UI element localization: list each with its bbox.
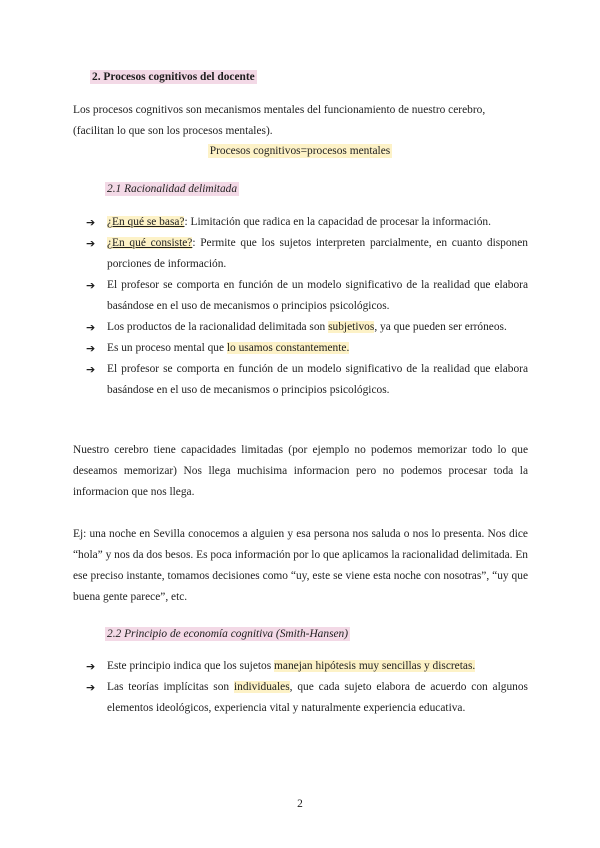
list-item	[86, 359, 528, 401]
bullet-text: El profesor se comporta en función de un modelo significativo de la realidad que elabora basándose en el uso de mecanismos o principios psicológicos.	[107, 279, 528, 312]
bullet-text: Este principio indica que los sujetos	[107, 660, 275, 672]
definition-line	[0, 145, 600, 157]
bullet-text: El profesor se comporta en función de un modelo significativo de la realidad que elabora basándose en el uso de mecanismos o principios psicológicos.	[107, 363, 528, 396]
arrow-right-icon: ➔	[86, 321, 96, 334]
list-item	[86, 317, 528, 338]
arrow-right-icon: ➔	[86, 342, 96, 355]
list-item	[86, 656, 528, 677]
arrow-right-icon: ➔	[86, 279, 96, 292]
arrow-right-icon: ➔	[86, 216, 96, 229]
arrow-right-icon: ➔	[86, 237, 96, 250]
arrow-right-icon: ➔	[86, 363, 96, 376]
bullet-highlight: lo usamos constantemente.	[226, 342, 350, 354]
intro-line-2: (facilitan lo que son los procesos mentales).	[73, 125, 273, 137]
list-item	[86, 275, 528, 317]
list-item	[86, 233, 528, 275]
bullet-question: ¿En qué consiste?	[107, 237, 193, 249]
bullet-text: : Permite que los sujetos interpreten parcialmente, en cuanto disponen porciones de información.	[107, 237, 528, 270]
list-item	[86, 212, 528, 233]
paragraph-example: Ej: una noche en Sevilla conocemos a alguien y esa persona nos saluda o nos lo presenta. Nos dice “hola” y nos da dos besos. Es poca información por lo que aplicamos la racionalidad delimitada. En ese preciso instante, tomamos decisiones como “uy, este se viene esta noche con nosotras”, “uy que buena gente parece”, etc.	[73, 528, 528, 603]
intro-line-1: Los procesos cognitivos son mecanismos mentales del funcionamiento de nuestro cerebro,	[73, 104, 486, 116]
list-item	[86, 677, 528, 719]
bullet-text: , ya que pueden ser erróneos.	[374, 321, 507, 333]
intro-paragraph	[73, 100, 528, 142]
bullet-text: , que cada sujeto elabora de acuerdo con algunos elementos ideológicos, experiencia vital y naturalmente experiencia educativa.	[107, 681, 528, 714]
list-item	[86, 338, 528, 359]
subsection-1-list	[86, 212, 528, 401]
subsection-2-list	[86, 656, 528, 719]
bullet-question: ¿En qué se basa?	[107, 216, 185, 228]
arrow-right-icon: ➔	[86, 681, 96, 694]
bullet-highlight: manejan hipótesis muy sencillas y discretas.	[274, 660, 476, 672]
bullet-text: Las teorías implícitas son	[107, 681, 234, 693]
bullet-text: Los productos de la racionalidad delimitada son	[107, 321, 329, 333]
bullet-highlight: subjetivos	[328, 321, 375, 333]
section-title: 2. Procesos cognitivos del docente	[92, 71, 255, 83]
page-number: 2	[297, 798, 303, 810]
arrow-right-icon: ➔	[86, 660, 96, 673]
bullet-highlight: individuales	[233, 681, 290, 693]
subsection-2-title: 2.2 Principio de economía cognitiva (Smith-Hansen)	[107, 628, 349, 640]
subsection-1-title: 2.1 Racionalidad delimitada	[107, 183, 238, 195]
definition-highlight: Procesos cognitivos=procesos mentales	[209, 145, 391, 157]
bullet-text: : Limitación que radica en la capacidad de procesar la información.	[184, 216, 491, 228]
bullet-text: Es un proceso mental que	[107, 342, 227, 354]
paragraph-limited-capacity: Nuestro cerebro tiene capacidades limitadas (por ejemplo no podemos memorizar todo lo que deseamos memorizar) Nos llega muchisima informacion pero no podemos procesar toda la informacion que nos llega.	[73, 444, 528, 498]
